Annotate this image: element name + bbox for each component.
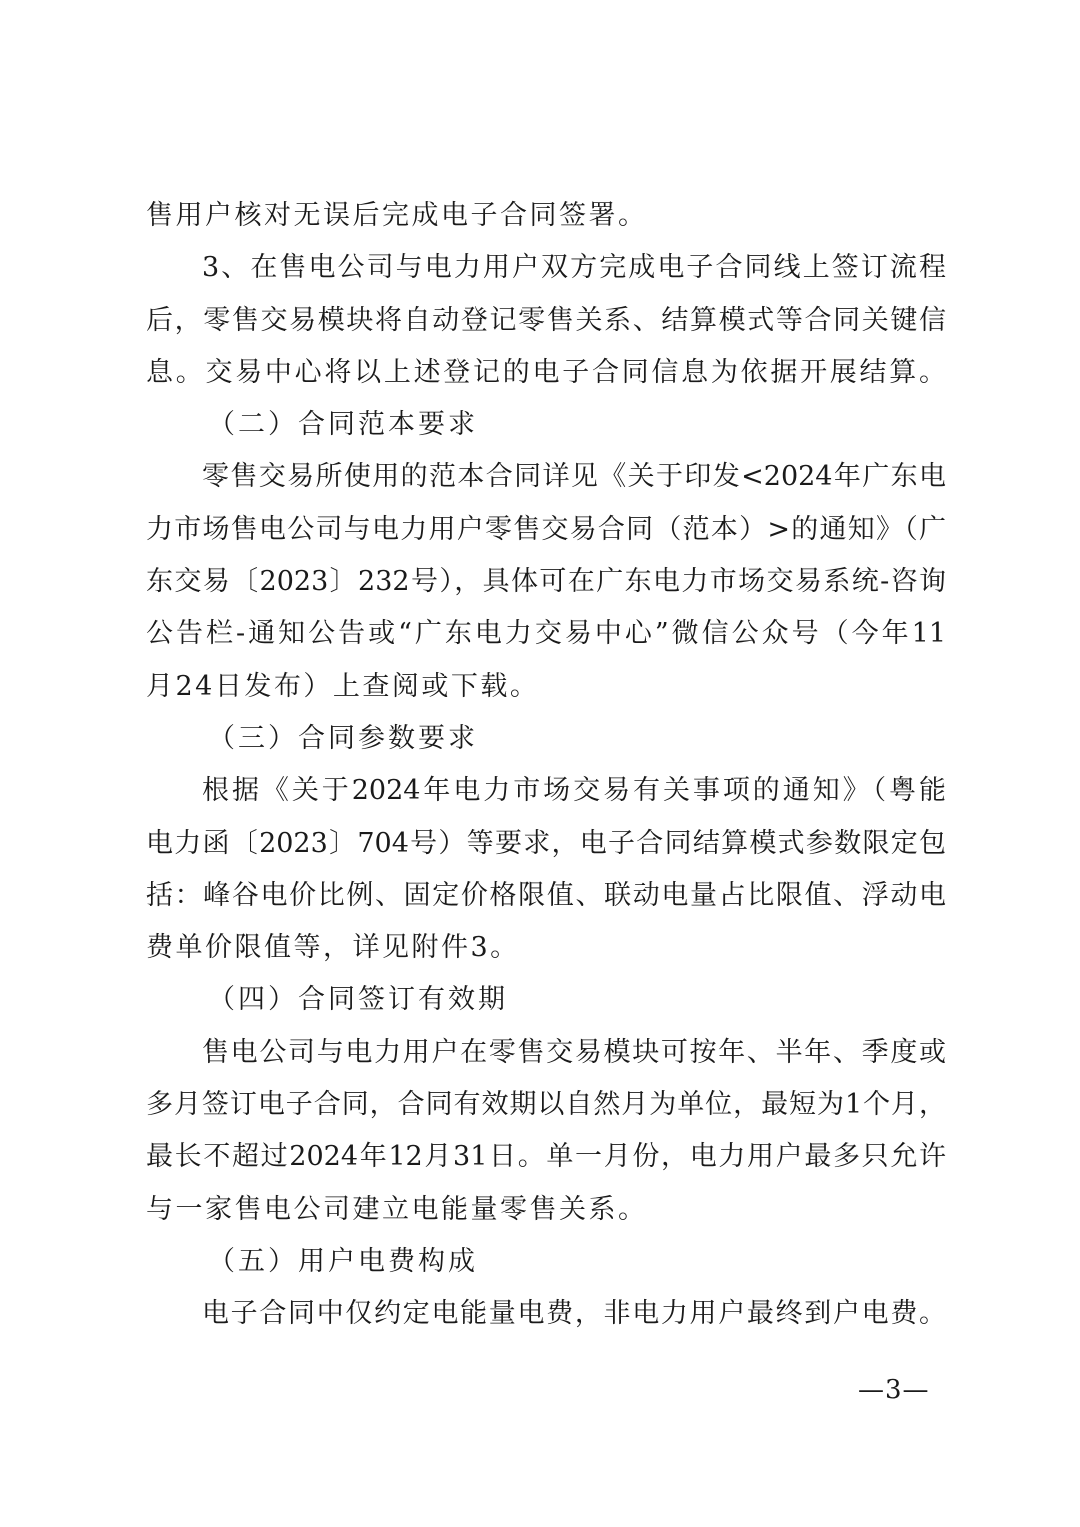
body-line: 括：峰谷电价比例、固定价格限值、联动电量占比限值、浮动电 [146, 879, 946, 911]
page-number: —3— [858, 1375, 930, 1405]
body-line: 力市场售电公司与电力用户零售交易合同（范本）>的通知》（广 [146, 513, 946, 545]
section-heading: （五）用户电费构成 [208, 1245, 478, 1277]
body-line: 零售交易所使用的范本合同详见《关于印发<2024年广东电 [202, 461, 946, 493]
document-body [146, 190, 946, 1341]
body-line: 息。交易中心将以上述登记的电子合同信息为依据开展结算。 [146, 356, 946, 388]
body-line: 售电公司与电力用户在零售交易模块可按年、半年、季度或 [202, 1036, 946, 1068]
body-line: 月24日发布）上查阅或下载。 [146, 670, 540, 702]
body-line: 售用户核对无误后完成电子合同签署。 [146, 200, 648, 231]
body-line: 电子合同中仅约定电能量电费，非电力用户最终到户电费。 [202, 1298, 946, 1330]
body-line: 电力函〔2023〕704号）等要求，电子合同结算模式参数限定包 [146, 827, 946, 859]
body-line: 最长不超过2024年12月31日。单一月份，电力用户最多只允许 [146, 1141, 946, 1173]
section-heading: （三）合同参数要求 [208, 722, 478, 754]
section-heading: （四）合同签订有效期 [208, 984, 508, 1016]
body-line: 根据《关于2024年电力市场交易有关事项的通知》（粤能 [202, 775, 946, 807]
body-line: 3、在售电公司与电力用户双方完成电子合同线上签订流程 [202, 252, 946, 284]
body-line: 后，零售交易模块将自动登记零售关系、结算模式等合同关键信 [146, 304, 946, 336]
section-heading: （二）合同范本要求 [208, 409, 478, 441]
body-line: 多月签订电子合同，合同有效期以自然月为单位，最短为1个月， [146, 1089, 946, 1121]
body-line: 东交易〔2023〕232号），具体可在广东电力市场交易系统-咨询 [146, 566, 946, 598]
body-line: 公告栏-通知公告或“广东电力交易中心”微信公众号（今年11 [146, 618, 946, 650]
body-line: 费单价限值等，详见附件3。 [146, 932, 520, 964]
body-line: 与一家售电公司建立电能量零售关系。 [146, 1193, 648, 1225]
